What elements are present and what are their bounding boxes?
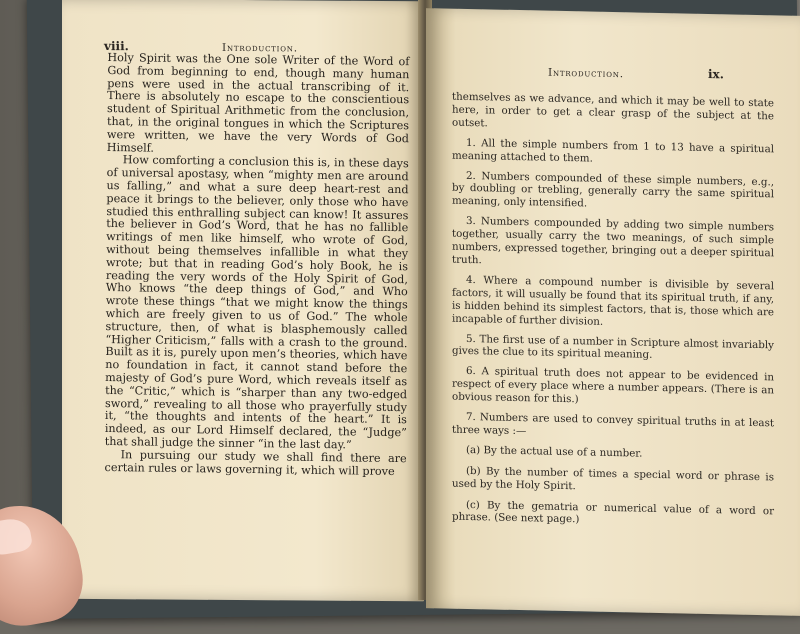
rule-item: 6. A spiritual truth does not appear to be evidenced in respect of every place where a number appears. (There is an obvious reason for this.): [452, 365, 774, 406]
paragraph: In pursuing our study we shall find there are certain rules or laws governing it, which will prove: [104, 447, 407, 478]
paragraph: Holy Spirit was the One sole Writer of the Word of God from beginning to end, though many human pens were used in the actual transcribing of it. There is absolutely no escape to the conscientious student of Spiritual Arithmetic from the conclusion, that, in the original tongues in which the Scriptures were written, we have the very Words of God Himself.: [106, 51, 410, 155]
paragraph: How comforting a conclusion this is, in these days of universal apostasy, when “mighty men are around us falling,” and what a sure deep heart-rest and peace it brings to the believer, only those who have studied this enthralling subject can know! It assures the believer in God’s Word, that he has no fallible writings of men like himself, who wrote of God, without being themselves infallible in what they wrote; but that in reading God’s holy Book, he is reading the very words of the Holy Spirit of God, Who knows “the deep things of God,” and Who wrote these things “that we might know the things which are freely given to us of God.” The whole structure, then, of what is blasphemously called “Higher Criticism,” falls with a crash to the ground. Built as it is, purely upon men’s theories, which have no foundation in fact, it cannot stand before the majesty of God’s pure Word, which reveals itself as the “Critic,” which is “sharper than any two-edged sword,” revealing to all those who prayerfully study it, “the thoughts and intents of the heart.” It is indeed, as our Lord Himself declared, the “Judge” that shall judge the sinner “in the last day.”: [104, 153, 409, 452]
rule-item: 3. Numbers compounded by adding two simple numbers together, usually carry the two meanings, of such simple numbers, expressed together, bringing out a deeper spiritual truth.: [452, 215, 774, 267]
rule-item: 5. The first use of a number in Scripture almost invariably gives the clue to its spiritual meaning.: [452, 332, 774, 362]
left-page-number: viii.: [104, 39, 129, 54]
paragraph: themselves as we advance, and which it may be well to state here, in order to get a clear grasp of the subject at the outset.: [452, 90, 774, 130]
sub-item: (c) By the gematria or numerical value of a word or phrase. (See next page.): [452, 498, 774, 526]
right-page: [426, 8, 800, 616]
right-page-number: ix.: [708, 66, 724, 82]
rule-item: 4. Where a compound number is divisible by several factors, it will usually be found that its spiritual truth, if any, is hidden behind its simplest factors, that is, those which are incapable of further division.: [452, 273, 774, 328]
rule-item: 1. All the simple numbers from 1 to 13 have a spiritual meaning attached to them.: [452, 136, 774, 165]
right-page-body: [452, 91, 774, 539]
left-page-body: [105, 52, 410, 478]
rule-item: 7. Numbers are used to convey spiritual truths in at least three ways :—: [452, 410, 774, 438]
left-running-head: Introduction.: [222, 41, 298, 55]
right-running-head: Introduction.: [548, 66, 624, 81]
sub-item: (a) By the actual use of a number.: [466, 443, 643, 460]
left-page: [62, 0, 424, 601]
sub-item: (b) By the number of times a special word or phrase is used by the Holy Spirit.: [452, 464, 774, 492]
thumbnail-nail: [0, 516, 33, 557]
rule-item: 2. Numbers compounded of these simple numbers, e.g., by doubling or trebling, generally carry the same spiritual meaning, only intensified.: [452, 169, 774, 210]
